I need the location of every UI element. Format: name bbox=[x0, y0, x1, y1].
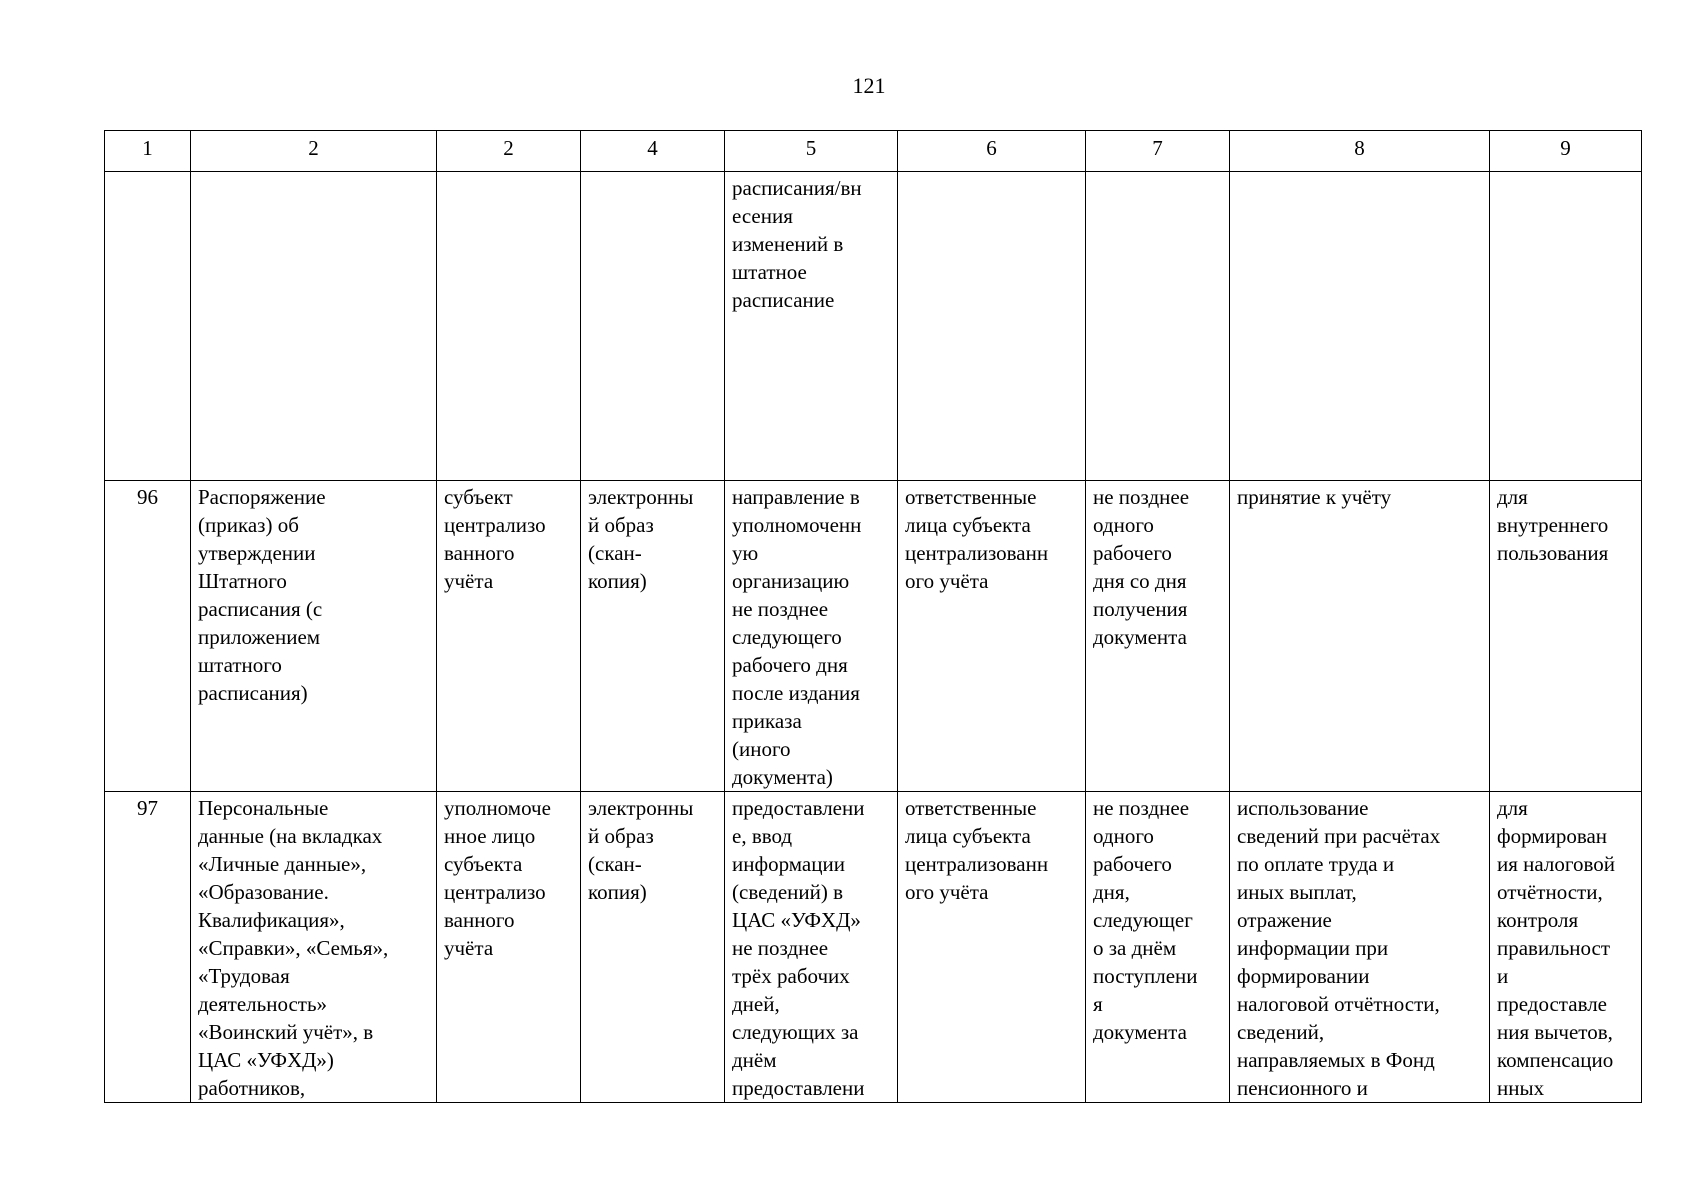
procedure-cell bbox=[725, 481, 898, 792]
purpose-cell bbox=[1490, 481, 1642, 792]
row-number-cell bbox=[105, 481, 191, 792]
deadline-cell bbox=[1086, 481, 1230, 792]
deadline-text: не позднее одного рабочего дня, следующег о за днём поступлени я документа bbox=[1093, 796, 1198, 1044]
deadline-cell bbox=[1086, 172, 1230, 481]
row-number-cell bbox=[105, 172, 191, 481]
responsible-text: субъект централизо ванного учёта bbox=[444, 485, 546, 593]
column-header: 4 bbox=[581, 131, 725, 172]
column-header: 1 bbox=[105, 131, 191, 172]
persons-cell bbox=[898, 792, 1086, 1103]
column-header: 5 bbox=[725, 131, 898, 172]
column-header: 2 bbox=[437, 131, 581, 172]
document-name-cell bbox=[191, 172, 437, 481]
usage-cell bbox=[1230, 172, 1490, 481]
column-header: 2 bbox=[191, 131, 437, 172]
column-header: 9 bbox=[1490, 131, 1642, 172]
form-text: электронны й образ (скан- копия) bbox=[588, 796, 694, 904]
deadline-text: не позднее одного рабочего дня со дня получения документа bbox=[1093, 485, 1190, 649]
usage-cell bbox=[1230, 481, 1490, 792]
purpose-cell bbox=[1490, 172, 1642, 481]
table-row bbox=[105, 792, 1642, 1103]
purpose-text: для внутреннего пользования bbox=[1497, 485, 1609, 565]
procedure-text: предоставлени е, ввод информации (сведений) в ЦАС «УФХД» не позднее трёх рабочих дней, следующих за днём предоставлени bbox=[732, 796, 865, 1100]
persons-text: ответственные лица субъекта централизованн ого учёта bbox=[905, 485, 1049, 593]
purpose-cell bbox=[1490, 792, 1642, 1103]
document-name: Персональные данные (на вкладках «Личные данные», «Образование. Квалификация», «Справки», «Семья», «Трудовая деятельность» «Воинский учёт», в ЦАС «УФХД») работников, bbox=[198, 796, 389, 1100]
row-number: 97 bbox=[137, 796, 158, 820]
column-header: 7 bbox=[1086, 131, 1230, 172]
column-header: 8 bbox=[1230, 131, 1490, 172]
document-name: Распоряжение (приказ) об утверждении Штатного расписания (с приложением штатного расписания) bbox=[198, 485, 326, 705]
persons-cell bbox=[898, 481, 1086, 792]
table-header-row bbox=[105, 131, 1642, 172]
usage-text: принятие к учёту bbox=[1237, 485, 1392, 509]
row-number: 96 bbox=[137, 485, 158, 509]
responsible-text: уполномоче нное лицо субъекта централизо ванного учёта bbox=[444, 796, 551, 960]
purpose-text: для формирован ия налоговой отчётности, контроля правильност и предоставле ния вычетов, компенсацио нных bbox=[1497, 796, 1615, 1100]
persons-cell bbox=[898, 172, 1086, 481]
form-cell bbox=[581, 481, 725, 792]
usage-text: использование сведений при расчётах по оплате труда и иных выплат, отражение информации при формировании налоговой отчётности, сведений, направляемых в Фонд пенсионного и bbox=[1237, 796, 1441, 1100]
table-row bbox=[105, 172, 1642, 481]
responsible-cell bbox=[437, 172, 581, 481]
document-table bbox=[104, 130, 1642, 1103]
form-cell bbox=[581, 792, 725, 1103]
responsible-cell bbox=[437, 792, 581, 1103]
deadline-cell bbox=[1086, 792, 1230, 1103]
document-name-cell bbox=[191, 792, 437, 1103]
procedure-cell bbox=[725, 172, 898, 481]
page-number: 121 bbox=[852, 73, 886, 98]
row-number-cell bbox=[105, 792, 191, 1103]
procedure-text: направление в уполномоченн ую организацию не позднее следующего рабочего дня после издания приказа (иного документа) bbox=[732, 485, 862, 789]
form-cell bbox=[581, 172, 725, 481]
procedure-cell bbox=[725, 792, 898, 1103]
persons-text: ответственные лица субъекта централизованн ого учёта bbox=[905, 796, 1049, 904]
responsible-cell bbox=[437, 481, 581, 792]
column-header: 6 bbox=[898, 131, 1086, 172]
usage-cell bbox=[1230, 792, 1490, 1103]
table-row bbox=[105, 481, 1642, 792]
procedure-text: расписания/вн есения изменений в штатное расписание bbox=[732, 176, 862, 312]
form-text: электронны й образ (скан- копия) bbox=[588, 485, 694, 593]
document-name-cell bbox=[191, 481, 437, 792]
